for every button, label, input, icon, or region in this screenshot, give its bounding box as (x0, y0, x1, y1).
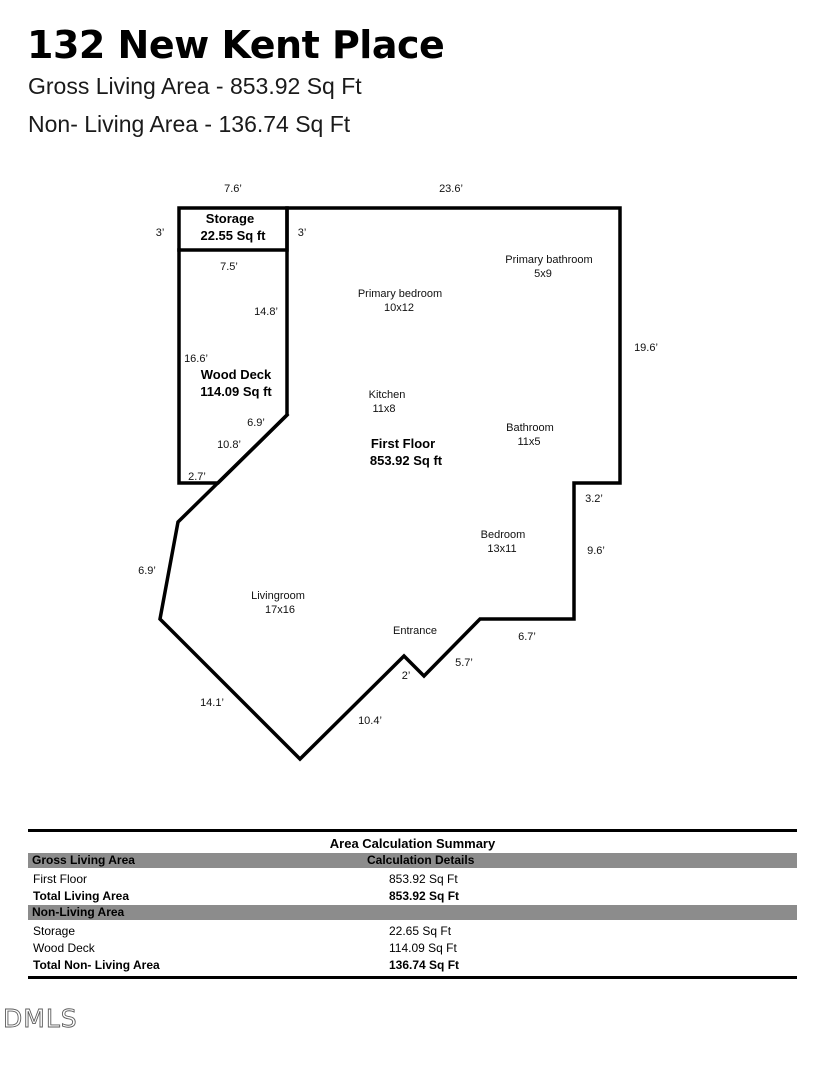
room-label-primary-bedroom: Primary bedroom (357, 288, 443, 300)
dimension-label: 3’ (297, 227, 307, 239)
room-size-bathroom: 11x5 (517, 436, 541, 448)
mls-logo: DMLS (3, 1004, 78, 1033)
summary-row-value: 853.92 Sq Ft (389, 889, 460, 903)
summary-row-value: 853.92 Sq Ft (389, 872, 458, 886)
summary-row-label: Total Non- Living Area (33, 958, 160, 972)
summary-row-label: Wood Deck (33, 941, 95, 955)
dimension-label: 16.6’ (184, 353, 208, 365)
dimension-label: 23.6’ (439, 183, 463, 195)
dimension-label: 7.5’ (220, 261, 238, 273)
dimension-label: 6.9’ (138, 565, 156, 577)
room-size-livingroom: 17x16 (265, 604, 295, 616)
dimension-label: 2.7’ (188, 471, 206, 483)
wood-deck-area-value: 114.09 Sq ft (200, 384, 272, 399)
summary-row (28, 940, 797, 957)
dimension-label: 2’ (401, 670, 411, 682)
room-size-primary-bedroom: 10x12 (384, 302, 414, 314)
summary-row-label: Total Living Area (33, 889, 130, 903)
dimension-label: 14.8’ (254, 306, 278, 318)
room-label-bedroom: Bedroom (480, 529, 526, 541)
summary-row-value: 114.09 Sq Ft (389, 941, 457, 955)
dimension-label: 7.6’ (224, 183, 242, 195)
summary-total-row (28, 957, 797, 974)
summary-row-label: Storage (33, 924, 76, 938)
gross-living-area-subtitle: Gross Living Area - 853.92 Sq Ft (28, 73, 362, 99)
summary-total-row (28, 888, 797, 905)
room-label-primary-bathroom: Primary bathroom (505, 254, 593, 266)
dimension-label: 3.2’ (585, 493, 603, 505)
gross-living-section-label: Gross Living Area (32, 853, 135, 867)
room-label-livingroom: Livingroom (251, 590, 305, 602)
page-title: 132 New Kent Place (27, 23, 445, 67)
storage-area-value: 22.55 Sq ft (200, 228, 266, 243)
first-floor-area-value: 853.92 Sq ft (369, 453, 443, 468)
summary-row-value: 136.74 Sq Ft (389, 958, 460, 972)
dimension-label: 3’ (155, 227, 165, 239)
summary-row (28, 923, 797, 940)
gross-living-section-header (28, 853, 797, 868)
room-label-bathroom: Bathroom (506, 422, 554, 434)
dimension-label: 6.7’ (518, 631, 536, 643)
storage-label: Storage (205, 211, 255, 226)
dimension-label: 19.6’ (634, 342, 658, 354)
non-living-section-header (28, 905, 797, 920)
dimension-label: 6.9’ (247, 417, 265, 429)
dimension-label: 9.6’ (587, 545, 605, 557)
area-calculation-summary (28, 829, 797, 979)
wood-deck-label: Wood Deck (200, 367, 272, 382)
dimension-label: 14.1’ (200, 697, 224, 709)
dimension-label: 10.8’ (217, 439, 241, 451)
room-label-kitchen: Kitchen (368, 389, 406, 401)
calculation-details-header: Calculation Details (367, 853, 475, 867)
summary-row (28, 871, 797, 888)
summary-row-label: First Floor (33, 872, 87, 886)
room-label-entrance: Entrance (392, 625, 438, 637)
summary-bottom-rule (28, 976, 797, 979)
dimension-label: 10.4’ (358, 715, 382, 727)
non-living-area-subtitle: Non- Living Area - 136.74 Sq Ft (28, 111, 351, 137)
room-size-bedroom: 13x11 (487, 543, 517, 555)
room-size-kitchen: 11x8 (372, 403, 396, 415)
first-floor-label: First Floor (370, 436, 436, 451)
room-size-primary-bathroom: 5x9 (534, 268, 552, 280)
summary-row-value: 22.65 Sq Ft (389, 924, 452, 938)
non-living-section-label: Non-Living Area (32, 905, 125, 919)
summary-title: Area Calculation Summary (329, 836, 496, 851)
dimension-label: 5.7’ (455, 657, 473, 669)
